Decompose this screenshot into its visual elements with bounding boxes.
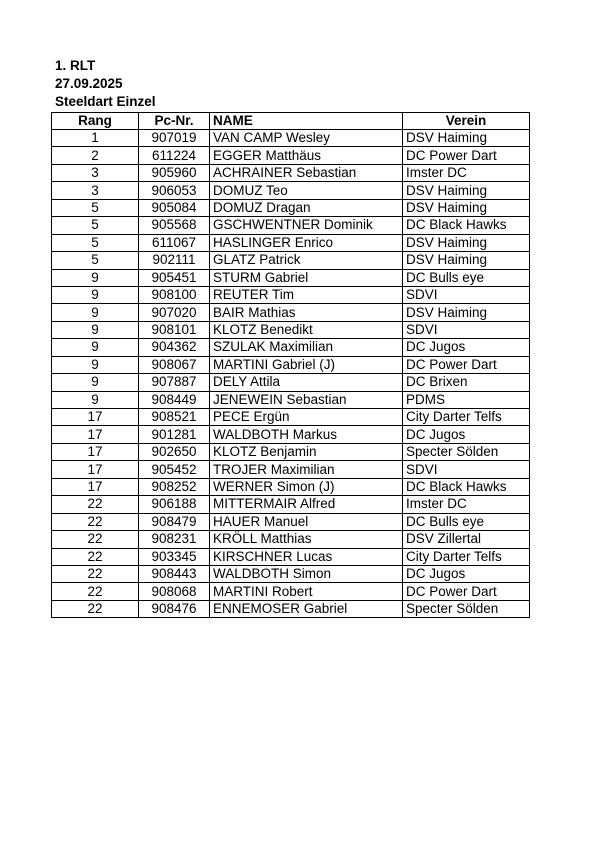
table-row (52, 374, 530, 391)
cell-pc-nr: 908521 (139, 409, 210, 426)
cell-pc-nr: 902650 (139, 443, 210, 460)
cell-rang: 17 (52, 409, 139, 426)
cell-pc-nr: 905452 (139, 461, 210, 478)
cell-rang: 17 (52, 461, 139, 478)
cell-name: EGGER Matthäus (210, 147, 403, 164)
cell-pc-nr: 904362 (139, 339, 210, 356)
cell-verein: DC Jugos (403, 426, 530, 443)
cell-verein: DC Power Dart (403, 356, 530, 373)
event-date: 27.09.2025 (55, 76, 123, 91)
column-header-verein: Verein (403, 113, 530, 130)
cell-name: HASLINGER Enrico (210, 234, 403, 251)
cell-verein: Specter Sölden (403, 443, 530, 460)
cell-name: KLOTZ Benjamin (210, 443, 403, 460)
cell-name: KLOTZ Benedikt (210, 321, 403, 338)
cell-pc-nr: 908443 (139, 565, 210, 582)
cell-rang: 22 (52, 583, 139, 600)
cell-pc-nr: 908100 (139, 286, 210, 303)
cell-verein: Imster DC (403, 496, 530, 513)
table-row (52, 252, 530, 269)
cell-name: WALDBOTH Simon (210, 565, 403, 582)
cell-rang: 9 (52, 304, 139, 321)
cell-name: MARTINI Robert (210, 583, 403, 600)
cell-rang: 5 (52, 234, 139, 251)
table-row (52, 583, 530, 600)
cell-rang: 17 (52, 443, 139, 460)
cell-rang: 5 (52, 199, 139, 216)
cell-rang: 5 (52, 252, 139, 269)
cell-verein: DC Brixen (403, 374, 530, 391)
cell-pc-nr: 908252 (139, 478, 210, 495)
cell-verein: SDVI (403, 461, 530, 478)
cell-verein: Imster DC (403, 164, 530, 181)
table-row (52, 164, 530, 181)
table-row (52, 286, 530, 303)
cell-verein: Specter Sölden (403, 600, 530, 617)
cell-rang: 22 (52, 565, 139, 582)
cell-pc-nr: 908101 (139, 321, 210, 338)
cell-pc-nr: 907020 (139, 304, 210, 321)
results-table-body (52, 130, 530, 618)
results-table (51, 112, 530, 618)
cell-name: ACHRAINER Sebastian (210, 164, 403, 181)
table-row (52, 199, 530, 216)
cell-rang: 22 (52, 531, 139, 548)
cell-rang: 9 (52, 391, 139, 408)
table-row (52, 339, 530, 356)
cell-verein: DC Jugos (403, 339, 530, 356)
event-category: Steeldart Einzel (55, 94, 156, 109)
cell-name: DELY Attila (210, 374, 403, 391)
cell-verein: DSV Haiming (403, 199, 530, 216)
column-header-pc-nr: Pc-Nr. (139, 113, 210, 130)
cell-rang: 17 (52, 478, 139, 495)
cell-verein: DSV Haiming (403, 182, 530, 199)
cell-verein: DC Black Hawks (403, 478, 530, 495)
cell-verein: City Darter Telfs (403, 548, 530, 565)
cell-name: MITTERMAIR Alfred (210, 496, 403, 513)
cell-verein: DC Bulls eye (403, 513, 530, 530)
table-row (52, 426, 530, 443)
table-row (52, 478, 530, 495)
cell-name: WERNER Simon (J) (210, 478, 403, 495)
cell-pc-nr: 908231 (139, 531, 210, 548)
cell-name: DOMUZ Dragan (210, 199, 403, 216)
cell-pc-nr: 901281 (139, 426, 210, 443)
cell-verein: PDMS (403, 391, 530, 408)
table-row (52, 461, 530, 478)
cell-name: BAIR Mathias (210, 304, 403, 321)
cell-pc-nr: 905084 (139, 199, 210, 216)
table-row (52, 321, 530, 338)
cell-rang: 1 (52, 130, 139, 147)
table-row (52, 130, 530, 147)
table-row (52, 391, 530, 408)
cell-pc-nr: 906053 (139, 182, 210, 199)
cell-pc-nr: 906188 (139, 496, 210, 513)
cell-verein: DSV Zillertal (403, 531, 530, 548)
cell-name: MARTINI Gabriel (J) (210, 356, 403, 373)
cell-rang: 9 (52, 269, 139, 286)
cell-verein: SDVI (403, 286, 530, 303)
cell-name: KRÖLL Matthias (210, 531, 403, 548)
cell-pc-nr: 908068 (139, 583, 210, 600)
cell-rang: 17 (52, 426, 139, 443)
cell-name: GLATZ Patrick (210, 252, 403, 269)
table-row (52, 565, 530, 582)
event-title: 1. RLT (55, 58, 96, 73)
cell-name: REUTER Tim (210, 286, 403, 303)
document-header (55, 57, 156, 111)
cell-rang: 9 (52, 321, 139, 338)
cell-verein: DC Bulls eye (403, 269, 530, 286)
cell-verein: DSV Haiming (403, 252, 530, 269)
table-row (52, 269, 530, 286)
cell-verein: DSV Haiming (403, 130, 530, 147)
cell-verein: DC Jugos (403, 565, 530, 582)
cell-name: VAN CAMP Wesley (210, 130, 403, 147)
cell-pc-nr: 905960 (139, 164, 210, 181)
table-row (52, 443, 530, 460)
cell-name: TROJER Maximilian (210, 461, 403, 478)
cell-rang: 3 (52, 182, 139, 199)
table-row (52, 217, 530, 234)
cell-pc-nr: 905451 (139, 269, 210, 286)
cell-pc-nr: 908476 (139, 600, 210, 617)
table-row (52, 548, 530, 565)
cell-pc-nr: 908449 (139, 391, 210, 408)
cell-rang: 9 (52, 339, 139, 356)
table-row (52, 182, 530, 199)
cell-rang: 22 (52, 548, 139, 565)
cell-rang: 9 (52, 356, 139, 373)
cell-name: DOMUZ Teo (210, 182, 403, 199)
cell-pc-nr: 902111 (139, 252, 210, 269)
cell-pc-nr: 908067 (139, 356, 210, 373)
cell-rang: 2 (52, 147, 139, 164)
cell-name: STURM Gabriel (210, 269, 403, 286)
table-row (52, 496, 530, 513)
cell-name: WALDBOTH Markus (210, 426, 403, 443)
table-header-row (52, 113, 530, 130)
cell-rang: 5 (52, 217, 139, 234)
cell-rang: 22 (52, 496, 139, 513)
cell-verein: City Darter Telfs (403, 409, 530, 426)
cell-pc-nr: 905568 (139, 217, 210, 234)
cell-verein: DC Power Dart (403, 583, 530, 600)
cell-verein: DSV Haiming (403, 304, 530, 321)
cell-pc-nr: 611224 (139, 147, 210, 164)
table-row (52, 600, 530, 617)
table-row (52, 513, 530, 530)
table-row (52, 409, 530, 426)
cell-name: JENEWEIN Sebastian (210, 391, 403, 408)
cell-rang: 22 (52, 600, 139, 617)
cell-rang: 9 (52, 374, 139, 391)
cell-pc-nr: 907019 (139, 130, 210, 147)
cell-pc-nr: 908479 (139, 513, 210, 530)
table-row (52, 531, 530, 548)
cell-name: HAUER Manuel (210, 513, 403, 530)
table-row (52, 304, 530, 321)
table-row (52, 234, 530, 251)
table-row (52, 356, 530, 373)
cell-name: SZULAK Maximilian (210, 339, 403, 356)
cell-verein: SDVI (403, 321, 530, 338)
cell-pc-nr: 907887 (139, 374, 210, 391)
cell-name: PECE Ergün (210, 409, 403, 426)
column-header-rang: Rang (52, 113, 139, 130)
cell-rang: 22 (52, 513, 139, 530)
cell-verein: DC Power Dart (403, 147, 530, 164)
cell-name: ENNEMOSER Gabriel (210, 600, 403, 617)
cell-name: KIRSCHNER Lucas (210, 548, 403, 565)
cell-rang: 9 (52, 286, 139, 303)
cell-verein: DC Black Hawks (403, 217, 530, 234)
cell-name: GSCHWENTNER Dominik (210, 217, 403, 234)
cell-pc-nr: 903345 (139, 548, 210, 565)
cell-verein: DSV Haiming (403, 234, 530, 251)
cell-rang: 3 (52, 164, 139, 181)
cell-pc-nr: 611067 (139, 234, 210, 251)
table-row (52, 147, 530, 164)
column-header-name: NAME (210, 113, 403, 130)
